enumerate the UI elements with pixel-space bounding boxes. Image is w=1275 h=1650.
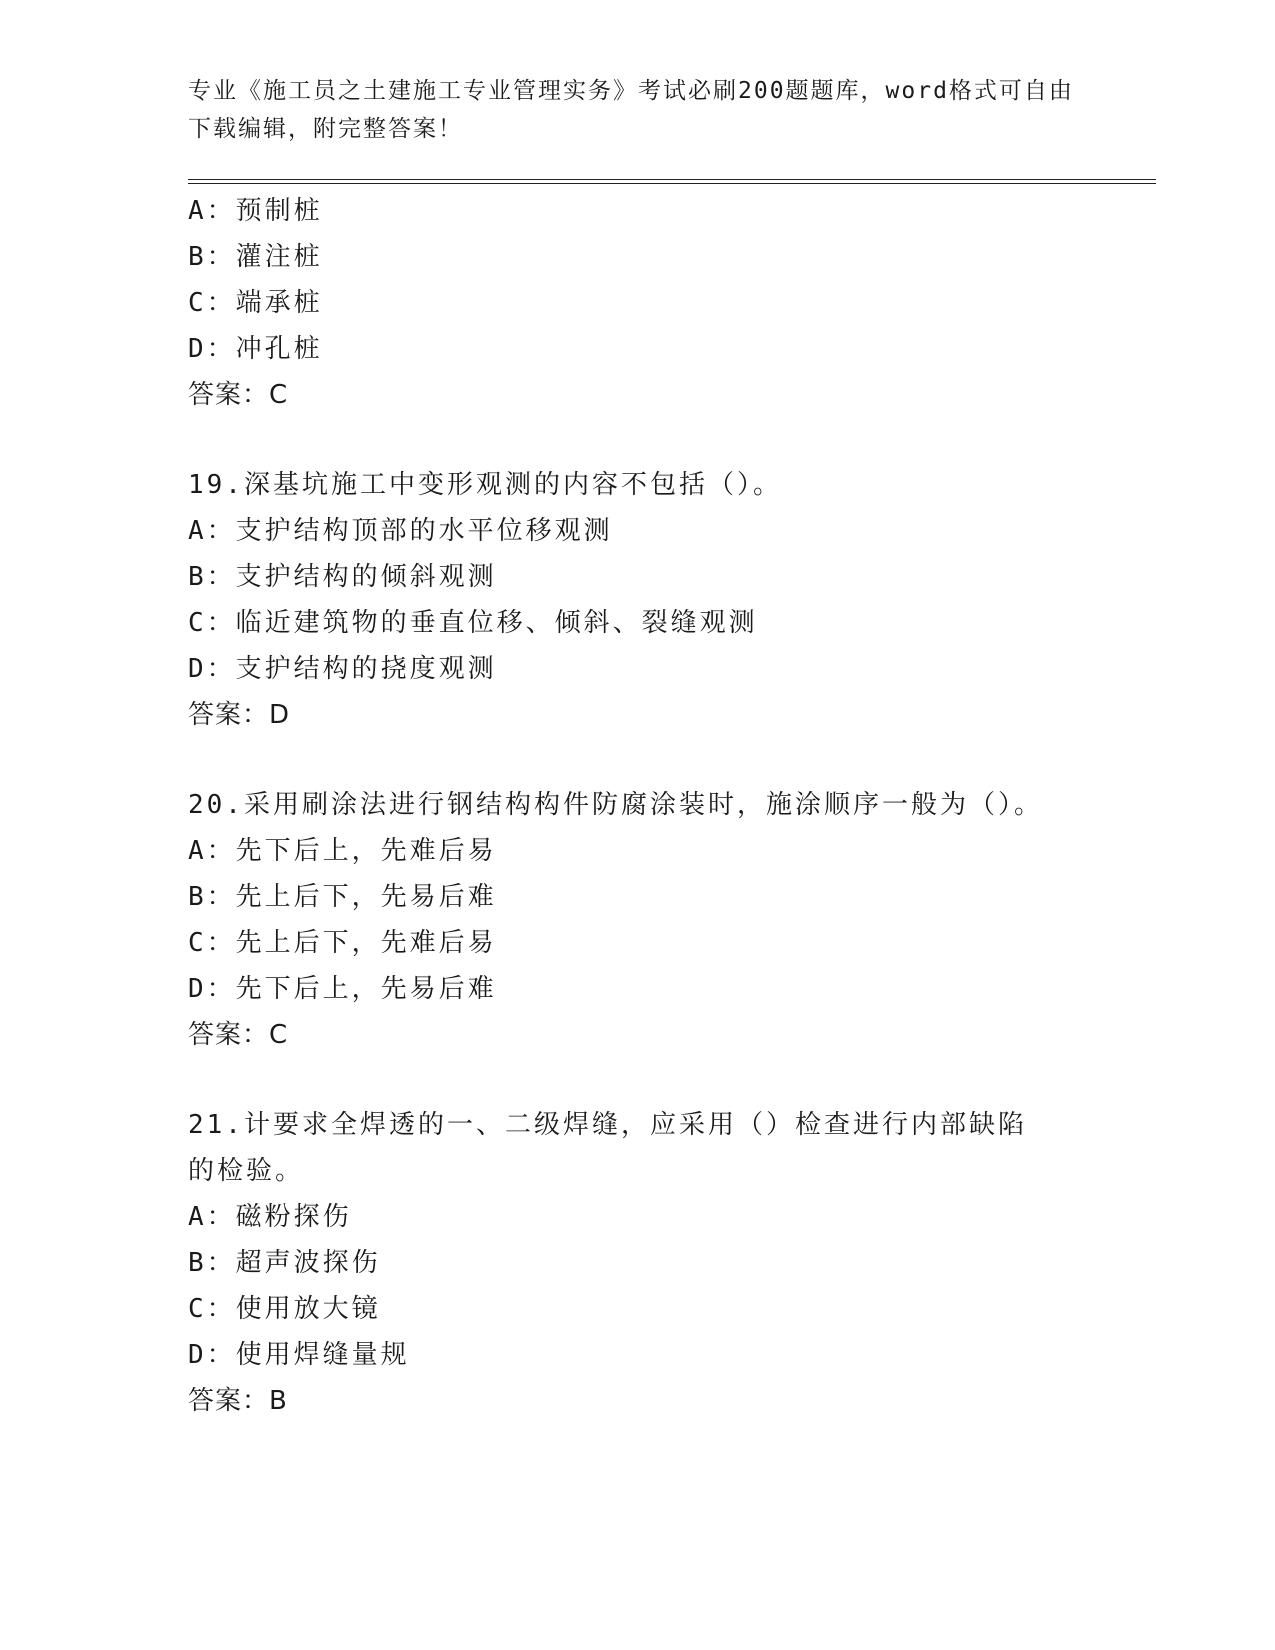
answer-line: 答案：C bbox=[188, 380, 289, 410]
option-d: D：使用焊缝量规 bbox=[188, 1340, 410, 1370]
option-d: D：冲孔桩 bbox=[188, 334, 323, 364]
question-stem: 19.深基坑施工中变形观测的内容不包括（）。 bbox=[188, 470, 782, 500]
option-a: A：支护结构顶部的水平位移观测 bbox=[188, 516, 613, 546]
question-list bbox=[188, 188, 1088, 1424]
option-b: B：支护结构的倾斜观测 bbox=[188, 562, 497, 592]
answer-line: 答案：B bbox=[188, 1386, 288, 1416]
header-rule-top bbox=[188, 179, 1156, 180]
document-header: 专业《施工员之土建施工专业管理实务》考试必刷200题题库，word格式可自由下载编辑，附完整答案！ bbox=[188, 78, 1074, 142]
option-b: B：先上后下，先易后难 bbox=[188, 882, 497, 912]
option-d: D：先下后上，先易后难 bbox=[188, 974, 497, 1004]
question-stem: 20.采用刷涂法进行钢结构构件防腐涂装时，施涂顺序一般为（）。 bbox=[188, 790, 1043, 820]
option-a: A：磁粉探伤 bbox=[188, 1202, 352, 1232]
option-b: B：灌注桩 bbox=[188, 242, 323, 272]
option-b: B：超声波探伤 bbox=[188, 1248, 381, 1278]
question-block-19 bbox=[188, 462, 1088, 738]
answer-line: 答案：C bbox=[188, 1020, 289, 1050]
answer-line: 答案：D bbox=[188, 700, 291, 730]
option-d: D：支护结构的挠度观测 bbox=[188, 654, 497, 684]
header-rule-bottom bbox=[188, 183, 1156, 184]
question-block-21 bbox=[188, 1102, 1088, 1424]
option-c: C：端承桩 bbox=[188, 288, 323, 318]
question-block-20 bbox=[188, 782, 1088, 1058]
option-c: C：使用放大镜 bbox=[188, 1294, 381, 1324]
question-stem: 21.计要求全焊透的一、二级焊缝，应采用（）检查进行内部缺陷的检验。 bbox=[188, 1110, 1027, 1186]
option-c: C：临近建筑物的垂直位移、倾斜、裂缝观测 bbox=[188, 608, 758, 638]
option-c: C：先上后下，先难后易 bbox=[188, 928, 497, 958]
option-a: A：预制桩 bbox=[188, 196, 323, 226]
option-a: A：先下后上，先难后易 bbox=[188, 836, 497, 866]
question-block-previous bbox=[188, 188, 1088, 418]
